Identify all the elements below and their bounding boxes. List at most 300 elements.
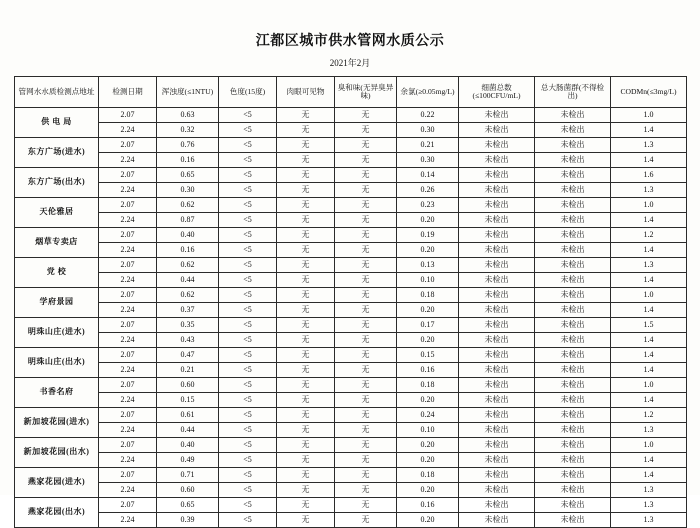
table-row <box>15 138 687 153</box>
cell-coliform: 未检出 <box>535 498 611 513</box>
cell-visible-matter: 无 <box>277 138 335 153</box>
column-header-residual-chlorine: 余氯(≥0.05mg/L) <box>397 77 459 108</box>
table-row <box>15 288 687 303</box>
cell-turbidity: 0.62 <box>157 258 219 273</box>
cell-date: 2.07 <box>99 198 157 213</box>
cell-turbidity: 0.65 <box>157 168 219 183</box>
cell-residual-chlorine: 0.20 <box>397 393 459 408</box>
cell-codmn: 1.3 <box>611 258 687 273</box>
cell-codmn: 1.4 <box>611 393 687 408</box>
cell-coliform: 未检出 <box>535 333 611 348</box>
cell-bacteria-count: 未检出 <box>459 393 535 408</box>
table-row <box>15 213 687 228</box>
table-row <box>15 333 687 348</box>
cell-coliform: 未检出 <box>535 408 611 423</box>
column-header-visible-matter: 肉眼可见物 <box>277 77 335 108</box>
cell-codmn: 1.4 <box>611 468 687 483</box>
cell-color: <5 <box>219 363 277 378</box>
cell-site: 明珠山庄(出水) <box>15 348 99 378</box>
table-row <box>15 258 687 273</box>
cell-visible-matter: 无 <box>277 108 335 123</box>
cell-bacteria-count: 未检出 <box>459 333 535 348</box>
cell-coliform: 未检出 <box>535 258 611 273</box>
table-row <box>15 123 687 138</box>
cell-visible-matter: 无 <box>277 243 335 258</box>
table-row <box>15 153 687 168</box>
cell-turbidity: 0.76 <box>157 138 219 153</box>
cell-turbidity: 0.44 <box>157 273 219 288</box>
cell-odor: 无 <box>335 348 397 363</box>
cell-date: 2.07 <box>99 318 157 333</box>
cell-residual-chlorine: 0.20 <box>397 438 459 453</box>
cell-bacteria-count: 未检出 <box>459 243 535 258</box>
cell-coliform: 未检出 <box>535 363 611 378</box>
table-row <box>15 363 687 378</box>
table-row <box>15 183 687 198</box>
cell-residual-chlorine: 0.23 <box>397 198 459 213</box>
cell-bacteria-count: 未检出 <box>459 288 535 303</box>
cell-turbidity: 0.63 <box>157 108 219 123</box>
cell-residual-chlorine: 0.24 <box>397 408 459 423</box>
table-row <box>15 483 687 498</box>
cell-odor: 无 <box>335 258 397 273</box>
cell-residual-chlorine: 0.20 <box>397 453 459 468</box>
cell-visible-matter: 无 <box>277 408 335 423</box>
cell-coliform: 未检出 <box>535 318 611 333</box>
cell-date: 2.24 <box>99 213 157 228</box>
cell-codmn: 1.6 <box>611 168 687 183</box>
cell-codmn: 1.4 <box>611 213 687 228</box>
cell-codmn: 1.2 <box>611 408 687 423</box>
cell-bacteria-count: 未检出 <box>459 513 535 528</box>
cell-odor: 无 <box>335 183 397 198</box>
cell-coliform: 未检出 <box>535 288 611 303</box>
column-header-odor: 臭和味(无异臭异味) <box>335 77 397 108</box>
cell-codmn: 1.4 <box>611 333 687 348</box>
cell-color: <5 <box>219 213 277 228</box>
cell-residual-chlorine: 0.20 <box>397 303 459 318</box>
cell-codmn: 1.4 <box>611 453 687 468</box>
cell-residual-chlorine: 0.18 <box>397 468 459 483</box>
cell-turbidity: 0.37 <box>157 303 219 318</box>
cell-odor: 无 <box>335 108 397 123</box>
cell-turbidity: 0.62 <box>157 198 219 213</box>
cell-color: <5 <box>219 333 277 348</box>
cell-turbidity: 0.87 <box>157 213 219 228</box>
cell-turbidity: 0.61 <box>157 408 219 423</box>
cell-date: 2.24 <box>99 153 157 168</box>
cell-codmn: 1.0 <box>611 378 687 393</box>
column-header-turbidity: 浑浊度(≤1NTU) <box>157 77 219 108</box>
cell-color: <5 <box>219 138 277 153</box>
cell-color: <5 <box>219 273 277 288</box>
cell-residual-chlorine: 0.14 <box>397 168 459 183</box>
cell-date: 2.07 <box>99 408 157 423</box>
cell-coliform: 未检出 <box>535 423 611 438</box>
cell-odor: 无 <box>335 453 397 468</box>
cell-visible-matter: 无 <box>277 123 335 138</box>
cell-date: 2.24 <box>99 303 157 318</box>
cell-color: <5 <box>219 228 277 243</box>
page-subtitle: 2021年2月 <box>329 58 371 68</box>
cell-residual-chlorine: 0.18 <box>397 288 459 303</box>
cell-odor: 无 <box>335 513 397 528</box>
cell-date: 2.07 <box>99 348 157 363</box>
cell-turbidity: 0.30 <box>157 183 219 198</box>
cell-visible-matter: 无 <box>277 303 335 318</box>
cell-residual-chlorine: 0.20 <box>397 333 459 348</box>
cell-coliform: 未检出 <box>535 483 611 498</box>
cell-bacteria-count: 未检出 <box>459 228 535 243</box>
cell-color: <5 <box>219 408 277 423</box>
cell-codmn: 1.4 <box>611 153 687 168</box>
cell-turbidity: 0.62 <box>157 288 219 303</box>
cell-color: <5 <box>219 198 277 213</box>
cell-bacteria-count: 未检出 <box>459 198 535 213</box>
cell-visible-matter: 无 <box>277 168 335 183</box>
cell-color: <5 <box>219 393 277 408</box>
cell-visible-matter: 无 <box>277 318 335 333</box>
cell-visible-matter: 无 <box>277 483 335 498</box>
cell-color: <5 <box>219 183 277 198</box>
cell-bacteria-count: 未检出 <box>459 348 535 363</box>
cell-bacteria-count: 未检出 <box>459 168 535 183</box>
cell-color: <5 <box>219 453 277 468</box>
cell-site: 烟草专卖店 <box>15 228 99 258</box>
cell-coliform: 未检出 <box>535 453 611 468</box>
cell-date: 2.24 <box>99 453 157 468</box>
cell-residual-chlorine: 0.18 <box>397 378 459 393</box>
cell-odor: 无 <box>335 198 397 213</box>
cell-visible-matter: 无 <box>277 333 335 348</box>
cell-coliform: 未检出 <box>535 468 611 483</box>
cell-color: <5 <box>219 468 277 483</box>
cell-turbidity: 0.47 <box>157 348 219 363</box>
cell-residual-chlorine: 0.16 <box>397 498 459 513</box>
cell-color: <5 <box>219 483 277 498</box>
cell-odor: 无 <box>335 288 397 303</box>
table-row <box>15 303 687 318</box>
column-header-bacteria-count: 细菌总数(≤100CFU/mL) <box>459 77 535 108</box>
column-header-codmn: CODMn(≤3mg/L) <box>611 77 687 108</box>
cell-odor: 无 <box>335 393 397 408</box>
cell-odor: 无 <box>335 408 397 423</box>
cell-visible-matter: 无 <box>277 393 335 408</box>
cell-visible-matter: 无 <box>277 213 335 228</box>
cell-date: 2.24 <box>99 393 157 408</box>
column-header-coliform: 总大肠菌群(不得检出) <box>535 77 611 108</box>
cell-turbidity: 0.49 <box>157 453 219 468</box>
cell-color: <5 <box>219 108 277 123</box>
cell-bacteria-count: 未检出 <box>459 468 535 483</box>
cell-residual-chlorine: 0.15 <box>397 348 459 363</box>
cell-bacteria-count: 未检出 <box>459 498 535 513</box>
cell-color: <5 <box>219 318 277 333</box>
cell-residual-chlorine: 0.20 <box>397 243 459 258</box>
cell-turbidity: 0.60 <box>157 483 219 498</box>
cell-codmn: 1.3 <box>611 138 687 153</box>
cell-bacteria-count: 未检出 <box>459 303 535 318</box>
cell-bacteria-count: 未检出 <box>459 258 535 273</box>
cell-bacteria-count: 未检出 <box>459 363 535 378</box>
cell-bacteria-count: 未检出 <box>459 273 535 288</box>
table-header-row <box>15 77 687 108</box>
cell-date: 2.24 <box>99 123 157 138</box>
cell-bacteria-count: 未检出 <box>459 483 535 498</box>
cell-site: 东方广场(出水) <box>15 168 99 198</box>
table-row <box>15 438 687 453</box>
table-row <box>15 393 687 408</box>
cell-coliform: 未检出 <box>535 168 611 183</box>
cell-visible-matter: 无 <box>277 348 335 363</box>
cell-coliform: 未检出 <box>535 438 611 453</box>
cell-visible-matter: 无 <box>277 453 335 468</box>
cell-turbidity: 0.44 <box>157 423 219 438</box>
table-row <box>15 513 687 528</box>
cell-bacteria-count: 未检出 <box>459 213 535 228</box>
cell-visible-matter: 无 <box>277 378 335 393</box>
cell-turbidity: 0.71 <box>157 468 219 483</box>
cell-residual-chlorine: 0.20 <box>397 513 459 528</box>
cell-site: 明珠山庄(进水) <box>15 318 99 348</box>
cell-site: 供 电 局 <box>15 108 99 138</box>
cell-site: 学府景园 <box>15 288 99 318</box>
cell-odor: 无 <box>335 438 397 453</box>
cell-odor: 无 <box>335 318 397 333</box>
cell-residual-chlorine: 0.16 <box>397 363 459 378</box>
cell-turbidity: 0.21 <box>157 363 219 378</box>
table-row <box>15 168 687 183</box>
cell-turbidity: 0.16 <box>157 153 219 168</box>
cell-coliform: 未检出 <box>535 513 611 528</box>
cell-odor: 无 <box>335 363 397 378</box>
cell-site: 燕家花园(出水) <box>15 498 99 528</box>
cell-turbidity: 0.40 <box>157 438 219 453</box>
cell-color: <5 <box>219 288 277 303</box>
cell-coliform: 未检出 <box>535 213 611 228</box>
cell-codmn: 1.4 <box>611 303 687 318</box>
cell-odor: 无 <box>335 213 397 228</box>
table-row <box>15 318 687 333</box>
cell-date: 2.24 <box>99 423 157 438</box>
cell-coliform: 未检出 <box>535 183 611 198</box>
cell-residual-chlorine: 0.10 <box>397 423 459 438</box>
cell-coliform: 未检出 <box>535 198 611 213</box>
cell-color: <5 <box>219 438 277 453</box>
cell-bacteria-count: 未检出 <box>459 153 535 168</box>
table-row <box>15 348 687 363</box>
cell-codmn: 1.3 <box>611 513 687 528</box>
cell-color: <5 <box>219 498 277 513</box>
cell-odor: 无 <box>335 333 397 348</box>
cell-visible-matter: 无 <box>277 228 335 243</box>
cell-turbidity: 0.39 <box>157 513 219 528</box>
cell-codmn: 1.2 <box>611 228 687 243</box>
cell-bacteria-count: 未检出 <box>459 453 535 468</box>
cell-codmn: 1.3 <box>611 423 687 438</box>
cell-codmn: 1.4 <box>611 243 687 258</box>
cell-turbidity: 0.43 <box>157 333 219 348</box>
cell-color: <5 <box>219 123 277 138</box>
cell-codmn: 1.3 <box>611 483 687 498</box>
cell-bacteria-count: 未检出 <box>459 318 535 333</box>
cell-date: 2.24 <box>99 513 157 528</box>
cell-odor: 无 <box>335 378 397 393</box>
table-row <box>15 198 687 213</box>
table-row <box>15 108 687 123</box>
cell-date: 2.07 <box>99 228 157 243</box>
cell-bacteria-count: 未检出 <box>459 423 535 438</box>
table-row <box>15 378 687 393</box>
cell-site: 书香名府 <box>15 378 99 408</box>
cell-date: 2.24 <box>99 243 157 258</box>
cell-date: 2.07 <box>99 168 157 183</box>
cell-codmn: 1.5 <box>611 318 687 333</box>
cell-bacteria-count: 未检出 <box>459 408 535 423</box>
cell-bacteria-count: 未检出 <box>459 123 535 138</box>
cell-codmn: 1.4 <box>611 348 687 363</box>
cell-odor: 无 <box>335 153 397 168</box>
cell-site: 天伦雅居 <box>15 198 99 228</box>
cell-date: 2.07 <box>99 108 157 123</box>
page-title: 江都区城市供水管网水质公示 <box>255 34 445 49</box>
cell-coliform: 未检出 <box>535 108 611 123</box>
cell-coliform: 未检出 <box>535 393 611 408</box>
cell-color: <5 <box>219 168 277 183</box>
cell-visible-matter: 无 <box>277 438 335 453</box>
cell-residual-chlorine: 0.17 <box>397 318 459 333</box>
cell-odor: 无 <box>335 228 397 243</box>
cell-date: 2.24 <box>99 333 157 348</box>
cell-coliform: 未检出 <box>535 378 611 393</box>
cell-codmn: 1.0 <box>611 108 687 123</box>
cell-coliform: 未检出 <box>535 243 611 258</box>
table-row <box>15 273 687 288</box>
cell-odor: 无 <box>335 483 397 498</box>
cell-color: <5 <box>219 513 277 528</box>
cell-bacteria-count: 未检出 <box>459 183 535 198</box>
cell-color: <5 <box>219 303 277 318</box>
column-header-date: 检测日期 <box>99 77 157 108</box>
water-quality-table <box>14 76 687 528</box>
cell-turbidity: 0.60 <box>157 378 219 393</box>
cell-bacteria-count: 未检出 <box>459 138 535 153</box>
cell-odor: 无 <box>335 243 397 258</box>
cell-residual-chlorine: 0.19 <box>397 228 459 243</box>
cell-visible-matter: 无 <box>277 498 335 513</box>
table-body <box>15 108 687 528</box>
table-row <box>15 498 687 513</box>
cell-odor: 无 <box>335 498 397 513</box>
cell-coliform: 未检出 <box>535 348 611 363</box>
table-row <box>15 408 687 423</box>
cell-date: 2.24 <box>99 483 157 498</box>
cell-residual-chlorine: 0.30 <box>397 153 459 168</box>
cell-visible-matter: 无 <box>277 153 335 168</box>
cell-date: 2.07 <box>99 258 157 273</box>
cell-coliform: 未检出 <box>535 273 611 288</box>
cell-residual-chlorine: 0.10 <box>397 273 459 288</box>
cell-turbidity: 0.15 <box>157 393 219 408</box>
cell-turbidity: 0.16 <box>157 243 219 258</box>
cell-odor: 无 <box>335 138 397 153</box>
cell-codmn: 1.4 <box>611 363 687 378</box>
cell-codmn: 1.4 <box>611 123 687 138</box>
cell-date: 2.07 <box>99 438 157 453</box>
cell-bacteria-count: 未检出 <box>459 108 535 123</box>
column-header-site: 管网水水质检测点地址 <box>15 77 99 108</box>
cell-visible-matter: 无 <box>277 423 335 438</box>
cell-residual-chlorine: 0.20 <box>397 483 459 498</box>
cell-site: 党 校 <box>15 258 99 288</box>
cell-visible-matter: 无 <box>277 273 335 288</box>
table-row <box>15 228 687 243</box>
cell-residual-chlorine: 0.20 <box>397 213 459 228</box>
cell-color: <5 <box>219 258 277 273</box>
cell-turbidity: 0.32 <box>157 123 219 138</box>
table-row <box>15 243 687 258</box>
cell-visible-matter: 无 <box>277 183 335 198</box>
cell-coliform: 未检出 <box>535 228 611 243</box>
cell-date: 2.07 <box>99 468 157 483</box>
cell-bacteria-count: 未检出 <box>459 378 535 393</box>
cell-coliform: 未检出 <box>535 138 611 153</box>
cell-coliform: 未检出 <box>535 123 611 138</box>
cell-odor: 无 <box>335 273 397 288</box>
table-row <box>15 453 687 468</box>
cell-date: 2.24 <box>99 183 157 198</box>
cell-date: 2.07 <box>99 498 157 513</box>
cell-codmn: 1.0 <box>611 198 687 213</box>
table-row <box>15 468 687 483</box>
table-row <box>15 423 687 438</box>
cell-codmn: 1.3 <box>611 183 687 198</box>
column-header-color: 色度(15度) <box>219 77 277 108</box>
cell-codmn: 1.0 <box>611 288 687 303</box>
cell-site: 新加坡花园(进水) <box>15 408 99 438</box>
cell-visible-matter: 无 <box>277 288 335 303</box>
cell-odor: 无 <box>335 123 397 138</box>
cell-turbidity: 0.35 <box>157 318 219 333</box>
cell-residual-chlorine: 0.22 <box>397 108 459 123</box>
cell-date: 2.07 <box>99 138 157 153</box>
cell-color: <5 <box>219 243 277 258</box>
cell-color: <5 <box>219 348 277 363</box>
cell-date: 2.07 <box>99 288 157 303</box>
table-header <box>15 77 687 108</box>
cell-visible-matter: 无 <box>277 198 335 213</box>
cell-residual-chlorine: 0.21 <box>397 138 459 153</box>
cell-visible-matter: 无 <box>277 363 335 378</box>
cell-odor: 无 <box>335 168 397 183</box>
cell-bacteria-count: 未检出 <box>459 438 535 453</box>
cell-color: <5 <box>219 378 277 393</box>
cell-visible-matter: 无 <box>277 468 335 483</box>
cell-visible-matter: 无 <box>277 258 335 273</box>
cell-odor: 无 <box>335 303 397 318</box>
cell-coliform: 未检出 <box>535 153 611 168</box>
cell-turbidity: 0.40 <box>157 228 219 243</box>
cell-codmn: 1.0 <box>611 438 687 453</box>
cell-codmn: 1.3 <box>611 498 687 513</box>
cell-site: 新加坡花园(出水) <box>15 438 99 468</box>
cell-site: 燕家花园(进水) <box>15 468 99 498</box>
cell-turbidity: 0.65 <box>157 498 219 513</box>
cell-codmn: 1.4 <box>611 273 687 288</box>
cell-color: <5 <box>219 153 277 168</box>
cell-residual-chlorine: 0.13 <box>397 258 459 273</box>
cell-color: <5 <box>219 423 277 438</box>
